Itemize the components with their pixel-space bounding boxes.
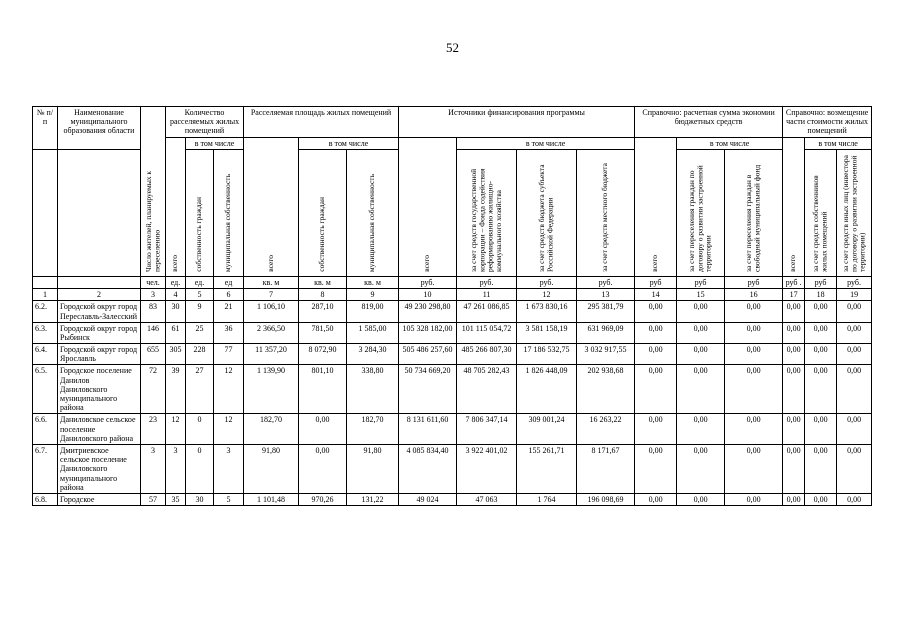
value-cell: 0,00: [837, 444, 872, 493]
value-cell: 1 585,00: [347, 322, 399, 343]
value-cell: 3 284,30: [347, 344, 399, 365]
header-subject-budget: за счет средств бюджета субъекта Российской Федерации: [517, 149, 577, 276]
value-cell: 61: [166, 322, 186, 343]
value-cell: 0,00: [783, 444, 805, 493]
table-row: [33, 493, 872, 505]
value-cell: 131,22: [347, 493, 399, 505]
value-cell: 505 486 257,60: [399, 344, 457, 365]
header-rooms-count: Количество расселяемых жилых помещений: [166, 107, 244, 138]
unit-cell: руб.: [517, 276, 577, 288]
unit-cell: ед.: [166, 276, 186, 288]
value-cell: 9: [186, 301, 214, 322]
value-cell: 1 673 830,16: [517, 301, 577, 322]
value-cell: 781,50: [299, 322, 347, 343]
table-row: [33, 301, 872, 322]
row-number: 6.2.: [33, 301, 58, 322]
unit-cell: руб .: [783, 276, 805, 288]
value-cell: 0,00: [677, 365, 725, 414]
value-cell: 0,00: [783, 365, 805, 414]
value-cell: 338,80: [347, 365, 399, 414]
value-cell: 57: [141, 493, 166, 505]
value-cell: 0,00: [805, 365, 837, 414]
value-cell: 0,00: [805, 493, 837, 505]
value-cell: 0,00: [725, 301, 783, 322]
value-cell: 12: [214, 414, 244, 445]
column-number: 17: [783, 289, 805, 301]
column-number: 2: [58, 289, 141, 301]
unit-cell: руб: [635, 276, 677, 288]
value-cell: 83: [141, 301, 166, 322]
row-number: 6.4.: [33, 344, 58, 365]
value-cell: 0,00: [805, 344, 837, 365]
value-cell: 35: [166, 493, 186, 505]
value-cell: 47 261 086,85: [457, 301, 517, 322]
value-cell: 1 106,10: [244, 301, 299, 322]
header-area-citizens: собственность граждан: [299, 149, 347, 276]
column-number: 5: [186, 289, 214, 301]
value-cell: 11 357,20: [244, 344, 299, 365]
unit-cell: ед: [214, 276, 244, 288]
header-rooms-municipal: муниципальная собственность: [214, 149, 244, 276]
value-cell: 1 101,48: [244, 493, 299, 505]
unit-blank-2: [58, 276, 141, 288]
value-cell: 970,26: [299, 493, 347, 505]
value-cell: 105 328 182,00: [399, 322, 457, 343]
header-economy-incl: в том числе: [677, 137, 783, 149]
header-comp-other: за счет средств иных лиц (инвестора по договору о развитии застроенной территории): [837, 149, 872, 276]
header-local-budget: за счет средств местного бюджета: [577, 149, 635, 276]
value-cell: 0,00: [783, 301, 805, 322]
value-cell: 0,00: [725, 344, 783, 365]
value-cell: 0,00: [783, 414, 805, 445]
table-row: [33, 344, 872, 365]
unit-cell: кв. м: [244, 276, 299, 288]
value-cell: 1 826 448,09: [517, 365, 577, 414]
column-number: 3: [141, 289, 166, 301]
value-cell: 17 186 532,75: [517, 344, 577, 365]
value-cell: 7 806 347,14: [457, 414, 517, 445]
municipality-name: Даниловское сельское поселение Даниловского района: [58, 414, 141, 445]
value-cell: 0,00: [805, 301, 837, 322]
value-cell: 0,00: [837, 493, 872, 505]
table-row: [33, 414, 872, 445]
header-municipality: Наименование муниципального образования области: [58, 107, 141, 150]
value-cell: 287,10: [299, 301, 347, 322]
value-cell: 0: [186, 444, 214, 493]
value-cell: 0: [186, 414, 214, 445]
header-blank-2: [58, 149, 141, 276]
value-cell: 47 063: [457, 493, 517, 505]
value-cell: 39: [166, 365, 186, 414]
column-number: 15: [677, 289, 725, 301]
value-cell: 5: [214, 493, 244, 505]
row-number: 6.3.: [33, 322, 58, 343]
unit-cell: чел.: [141, 276, 166, 288]
value-cell: 0,00: [299, 444, 347, 493]
value-cell: 819,00: [347, 301, 399, 322]
value-cell: 49 024: [399, 493, 457, 505]
unit-cell: руб.: [457, 276, 517, 288]
header-rooms-total: всего: [166, 137, 186, 276]
row-number: 6.6.: [33, 414, 58, 445]
column-number: 18: [805, 289, 837, 301]
column-number: 1: [33, 289, 58, 301]
value-cell: 1 139,90: [244, 365, 299, 414]
header-fund: за счет средств государственной корпорации – Фонда содействия реформированию жилищно-коммунального хозяйства: [457, 149, 517, 276]
column-number: 13: [577, 289, 635, 301]
value-cell: 21: [214, 301, 244, 322]
header-area-total: всего: [244, 137, 299, 276]
municipality-name: Городской округ город Переславль-Залесский: [58, 301, 141, 322]
column-number: 14: [635, 289, 677, 301]
header-comp-total: всего: [783, 137, 805, 276]
value-cell: 27: [186, 365, 214, 414]
municipality-name: Городское поселение Данилов Даниловского муниципального района: [58, 365, 141, 414]
value-cell: 23: [141, 414, 166, 445]
header-rooms-incl: в том числе: [186, 137, 244, 149]
column-number: 12: [517, 289, 577, 301]
value-cell: 30: [166, 301, 186, 322]
column-number: 9: [347, 289, 399, 301]
unit-cell: руб.: [577, 276, 635, 288]
header-sources: Источники финансирования программы: [399, 107, 635, 138]
unit-cell: кв. м: [299, 276, 347, 288]
value-cell: 309 001,24: [517, 414, 577, 445]
value-cell: 0,00: [677, 322, 725, 343]
value-cell: 8 171,67: [577, 444, 635, 493]
value-cell: 202 938,68: [577, 365, 635, 414]
municipality-name: Дмитриевское сельское поселение Даниловского муниципального района: [58, 444, 141, 493]
value-cell: 0,00: [635, 365, 677, 414]
unit-cell: руб.: [837, 276, 872, 288]
value-cell: 0,00: [805, 322, 837, 343]
value-cell: 0,00: [837, 344, 872, 365]
value-cell: 1 764: [517, 493, 577, 505]
value-cell: 228: [186, 344, 214, 365]
column-number: 6: [214, 289, 244, 301]
value-cell: 0,00: [725, 322, 783, 343]
header-row-1: [33, 107, 872, 138]
value-cell: 77: [214, 344, 244, 365]
value-cell: 3 581 158,19: [517, 322, 577, 343]
value-cell: 182,70: [347, 414, 399, 445]
column-number: 7: [244, 289, 299, 301]
table-row: [33, 444, 872, 493]
column-number: 19: [837, 289, 872, 301]
value-cell: 3 922 401,02: [457, 444, 517, 493]
header-residents: Число жителей, планируемых к переселению: [141, 107, 166, 277]
value-cell: 0,00: [677, 444, 725, 493]
value-cell: 0,00: [635, 444, 677, 493]
value-cell: 4 085 834,40: [399, 444, 457, 493]
header-area: Расселяемая площадь жилых помещений: [244, 107, 399, 138]
value-cell: 36: [214, 322, 244, 343]
header-comp-incl: в том числе: [805, 137, 872, 149]
unit-cell: руб.: [399, 276, 457, 288]
value-cell: 0,00: [837, 414, 872, 445]
value-cell: 16 263,22: [577, 414, 635, 445]
value-cell: 155 261,71: [517, 444, 577, 493]
column-number: 11: [457, 289, 517, 301]
value-cell: 3: [166, 444, 186, 493]
value-cell: 0,00: [725, 365, 783, 414]
header-econ-contract: за счет переселения граждан по договору о развитии застроенной территории: [677, 149, 725, 276]
row-number: 6.7.: [33, 444, 58, 493]
value-cell: 196 098,69: [577, 493, 635, 505]
municipality-name: Городской округ город Рыбинск: [58, 322, 141, 343]
value-cell: 0,00: [837, 322, 872, 343]
value-cell: 655: [141, 344, 166, 365]
municipality-name: Городской округ город Ярославль: [58, 344, 141, 365]
page-number: 52: [446, 40, 459, 55]
value-cell: 2 366,50: [244, 322, 299, 343]
value-cell: 72: [141, 365, 166, 414]
unit-cell: руб: [725, 276, 783, 288]
header-rooms-citizens: собственность граждан: [186, 149, 214, 276]
value-cell: 3: [141, 444, 166, 493]
value-cell: 0,00: [805, 414, 837, 445]
value-cell: 182,70: [244, 414, 299, 445]
value-cell: 0,00: [677, 301, 725, 322]
value-cell: 0,00: [783, 322, 805, 343]
value-cell: 0,00: [837, 365, 872, 414]
header-economy: Справочно: расчетная сумма экономии бюджетных средств: [635, 107, 783, 138]
value-cell: 3: [214, 444, 244, 493]
column-number: 16: [725, 289, 783, 301]
header-economy-total: всего: [635, 137, 677, 276]
value-cell: 49 230 298,80: [399, 301, 457, 322]
unit-cell: руб: [677, 276, 725, 288]
value-cell: 25: [186, 322, 214, 343]
value-cell: 91,80: [347, 444, 399, 493]
unit-cell: ед.: [186, 276, 214, 288]
header-comp-owners: за счет средств собственников жилых помещений: [805, 149, 837, 276]
column-number: 4: [166, 289, 186, 301]
value-cell: 0,00: [635, 344, 677, 365]
header-econ-free: за счет переселения граждан в свободный муниципальный фонд: [725, 149, 783, 276]
value-cell: 0,00: [783, 344, 805, 365]
column-number: 10: [399, 289, 457, 301]
row-number: 6.5.: [33, 365, 58, 414]
value-cell: 801,10: [299, 365, 347, 414]
unit-cell: руб: [805, 276, 837, 288]
table-row: [33, 365, 872, 414]
value-cell: 0,00: [725, 444, 783, 493]
table-row: [33, 322, 872, 343]
value-cell: 485 266 807,30: [457, 344, 517, 365]
value-cell: 0,00: [299, 414, 347, 445]
value-cell: 12: [214, 365, 244, 414]
units-row: [33, 276, 872, 288]
value-cell: 8 131 611,60: [399, 414, 457, 445]
value-cell: 91,80: [244, 444, 299, 493]
value-cell: 0,00: [783, 493, 805, 505]
header-row-no: № п/п: [33, 107, 58, 150]
header-area-incl: в том числе: [299, 137, 399, 149]
value-cell: 305: [166, 344, 186, 365]
value-cell: 0,00: [635, 322, 677, 343]
value-cell: 0,00: [677, 493, 725, 505]
header-blank-1: [33, 149, 58, 276]
header-sources-incl: в том числе: [457, 137, 635, 149]
value-cell: 50 734 669,20: [399, 365, 457, 414]
value-cell: 0,00: [677, 344, 725, 365]
column-numbers-row: [33, 289, 872, 301]
value-cell: 0,00: [635, 414, 677, 445]
header-compensation: Справочно: возмещение части стоимости жилых помещений: [783, 107, 872, 138]
value-cell: 8 072,90: [299, 344, 347, 365]
value-cell: 0,00: [677, 414, 725, 445]
municipality-name: Городское: [58, 493, 141, 505]
value-cell: 631 969,09: [577, 322, 635, 343]
value-cell: 101 115 054,72: [457, 322, 517, 343]
value-cell: 0,00: [635, 301, 677, 322]
row-number: 6.8.: [33, 493, 58, 505]
value-cell: 48 705 282,43: [457, 365, 517, 414]
resettlement-table: [32, 106, 872, 506]
unit-cell: кв. м: [347, 276, 399, 288]
value-cell: 0,00: [725, 493, 783, 505]
value-cell: 0,00: [837, 301, 872, 322]
value-cell: 146: [141, 322, 166, 343]
value-cell: 3 032 917,55: [577, 344, 635, 365]
value-cell: 30: [186, 493, 214, 505]
column-number: 8: [299, 289, 347, 301]
header-sources-total: всего: [399, 137, 457, 276]
value-cell: 0,00: [725, 414, 783, 445]
value-cell: 295 381,79: [577, 301, 635, 322]
header-area-municipal: муниципальная собственность: [347, 149, 399, 276]
value-cell: 0,00: [805, 444, 837, 493]
value-cell: 12: [166, 414, 186, 445]
unit-blank-1: [33, 276, 58, 288]
value-cell: 0,00: [635, 493, 677, 505]
